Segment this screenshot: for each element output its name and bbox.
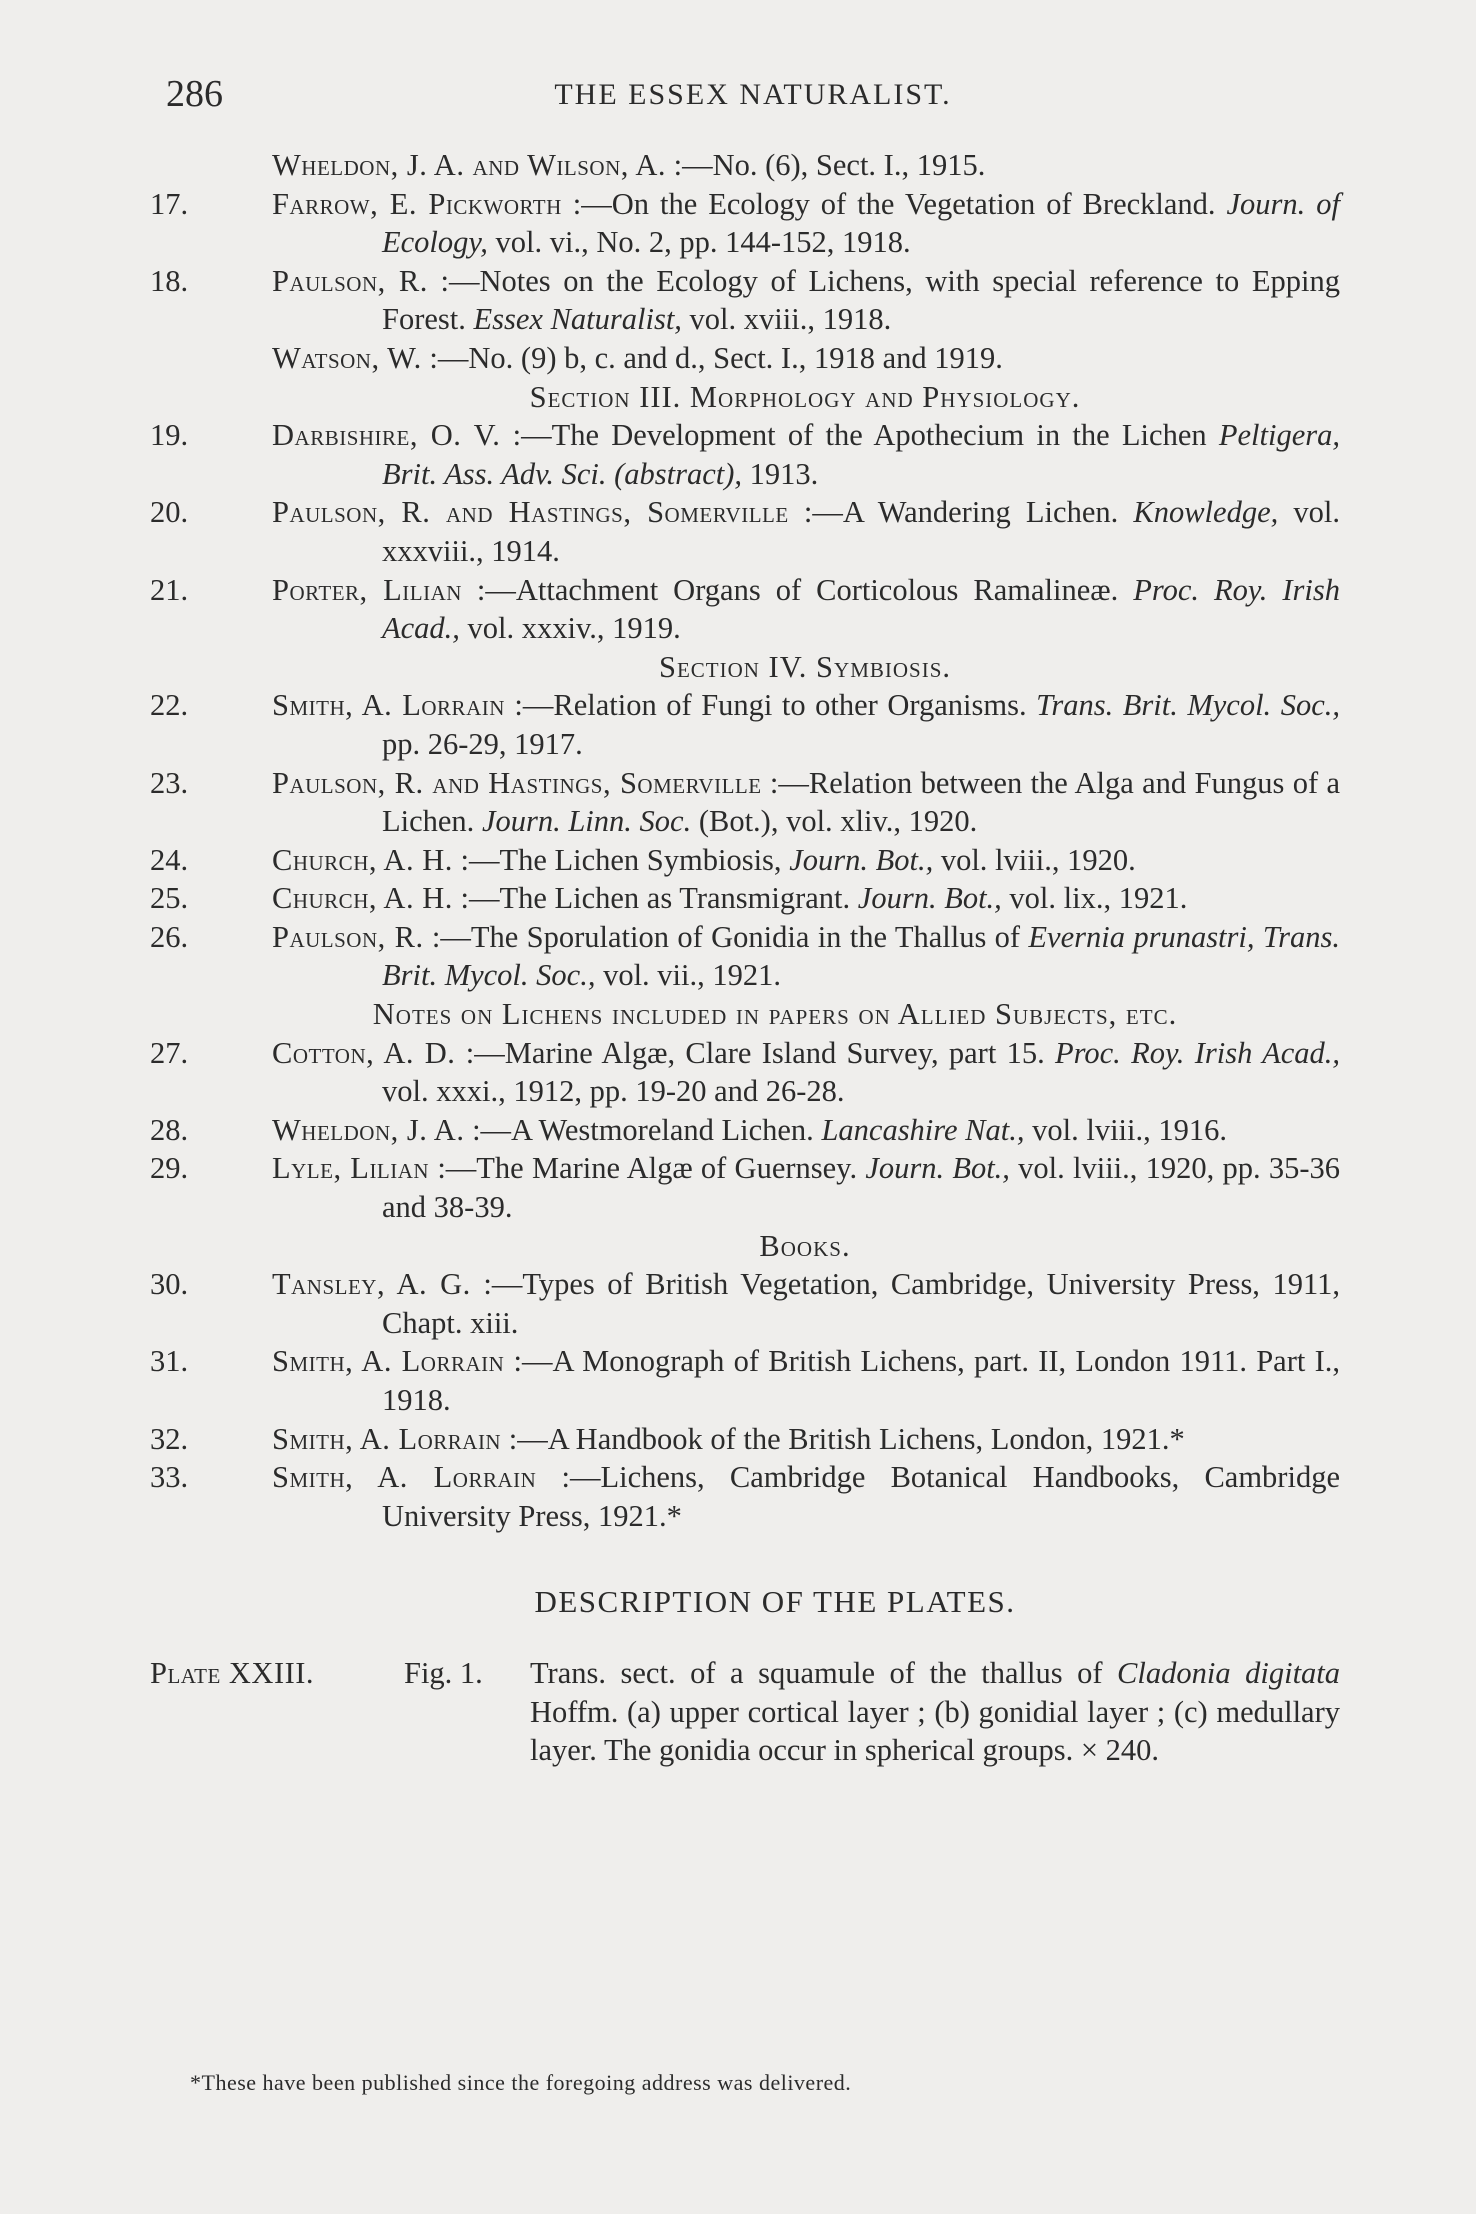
bibliography-entry [150, 146, 1340, 185]
entries-group-a [150, 146, 1340, 378]
plate-text-a: Trans. sect. of a squamule of the thallus of [530, 1655, 1118, 1690]
entry-author: Smith, A. Lorrain [272, 1344, 505, 1379]
entry-journal: Journ. Bot., [789, 842, 934, 877]
page-number: 286 [166, 73, 223, 115]
entry-author: Watson, W. [272, 340, 422, 375]
bibliography-entry: 20. Paulson, R. and Hastings, Somerville :—A Wandering Lichen. Knowledge, vol. xxxviii., 1914. [150, 495, 1340, 568]
entries-group-d [150, 1034, 1340, 1227]
entry-tail: vol. xviii., 1918. [681, 302, 892, 337]
entry-author: Church, A. H. [272, 842, 453, 877]
bibliography-entry: 18. Paulson, R. :—Notes on the Ecology of Lichens, with special reference to Epping Forest. Essex Naturalist, vol. xviii., 1918. [150, 263, 1340, 337]
bibliography-entry: 23. Paulson, R. and Hastings, Somerville :—Relation between the Alga and Fungus of a Lichen. Journ. Linn. Soc. (Bot.), vol. xliv., 1920. [150, 765, 1340, 839]
entry-text: :—No. (6), Sect. I., 1915. [665, 148, 986, 182]
entry-text: :—The Lichen Symbiosis, [452, 842, 790, 877]
bibliography-entry: 25. Church, A. H. :—The Lichen as Transmigrant. Journ. Bot., vol. lix., 1921. [150, 881, 1188, 916]
bibliography-entry: 28. Wheldon, J. A. :—A Westmoreland Lichen. Lancashire Nat., vol. lviii., 1916. [150, 1112, 1227, 1147]
entry-text: :—A Wandering Lichen. [788, 495, 1134, 530]
entry-text: :—Types of British Vegetation, Cambridge, University Press, 1911, Chapt. xiii. [382, 1267, 1340, 1340]
bibliography-entry: 29. Lyle, Lilian :—The Marine Algæ of Guernsey. Journ. Bot., vol. lviii., 1920, pp. 35-36 and 38-39. [150, 1151, 1341, 1225]
bibliography-entry [150, 339, 1340, 378]
entry-tail: vol. xxxiv., 1919. [459, 611, 681, 646]
entry-journal: Proc. Roy. Irish Acad., [382, 572, 1341, 646]
bibliography-entry: 24. Church, A. H. :—The Lichen Symbiosis, Journ. Bot., vol. lviii., 1920. [150, 842, 1136, 877]
entry-author: Paulson, R. and Hastings, Somerville [272, 495, 789, 530]
bibliography-entry: 31. Smith, A. Lorrain :—A Monograph of British Lichens, part. II, London 1911. Part I., 1918. [150, 1344, 1340, 1417]
entry-text: :—The Lichen as Transmigrant. [452, 881, 858, 916]
entry-tail: vol. lviii., 1916. [1024, 1112, 1227, 1147]
entry-author: Wheldon, J. A. and Wilson, A. [272, 148, 666, 182]
entry-journal: Journ. of Ecology, [382, 186, 1340, 260]
figure-label: Fig. 1. [404, 1655, 483, 1690]
entry-journal: Proc. Roy. Irish Acad., [1055, 1035, 1340, 1070]
bibliography-entry: 32. Smith, A. Lorrain :—A Handbook of the British Lichens, London, 1921.* [150, 1421, 1185, 1456]
entry-text: :—The Marine Algæ of Guernsey. [429, 1151, 866, 1186]
plate-text-italic: Cladonia digitata [1117, 1655, 1341, 1690]
entry-tail: vol. xxxi., 1912, pp. 19-20 and 26-28. [382, 1074, 845, 1109]
entry-tail: vol. vi., No. 2, pp. 144-152, 1918. [487, 225, 911, 260]
bibliography-entry: 21. Porter, Lilian :—Attachment Organs of Corticolous Ramalineæ. Proc. Roy. Irish Acad., vol. xxxiv., 1919. [150, 572, 1341, 646]
entry-author: Smith, A. Lorrain [272, 1460, 537, 1495]
entry-text: :—The Development of the Apothecium in the Lichen [500, 418, 1219, 453]
entry-tail: vol. xxxviii., 1914. [382, 495, 1340, 568]
bibliography-entry: 30. Tansley, A. G. :—Types of British Vegetation, Cambridge, University Press, 1911, Chapt. xiii. [150, 1267, 1340, 1340]
entry-author: Smith, A. Lorrain [272, 688, 505, 723]
entries-group-c [150, 686, 1340, 995]
section-heading-notes: Notes on Lichens included in papers on Allied Subjects, etc. [372, 997, 1178, 1032]
entry-author: Paulson, R. and Hastings, Somerville [272, 765, 762, 800]
plates-title: DESCRIPTION OF THE PLATES. [534, 1584, 1016, 1620]
entry-text: :—On the Ecology of the Vegetation of Breckland. [561, 186, 1227, 221]
entries-group-b [150, 416, 1340, 648]
bibliography-entry: 19. Darbishire, O. V. :—The Development of the Apothecium in the Lichen Peltigera, Brit. Ass. Adv. Sci. (abstract), 1913. [150, 418, 1340, 491]
bibliography-body [150, 146, 1340, 1770]
entry-journal: Evernia prunastri, Trans. Brit. Mycol. Soc., [382, 919, 1340, 993]
footnote: *These have been published since the foregoing address was delivered. [190, 2070, 852, 2095]
entry-text: :—Attachment Organs of Corticolous Ramalineæ. [461, 572, 1134, 607]
entry-tail: vol. lviii., 1920, pp. 35-36 and 38-39. [382, 1151, 1341, 1225]
entry-journal: Journ. Bot., [865, 1151, 1010, 1186]
plate-text-b: Hoffm. (a) upper cortical layer ; (b) gonidial layer ; (c) medullary layer. The gonidia occur in spherical groups. × 240. [530, 1694, 1340, 1768]
entry-journal: Trans. Brit. Mycol. Soc., [1036, 688, 1340, 723]
entry-tail: vol. lix., 1921. [1001, 881, 1188, 916]
plate-label: Plate XXIII. [150, 1655, 315, 1690]
entry-text: :—The Sporulation of Gonidia in the Thallus of [423, 919, 1029, 954]
section-heading-symbiosis: Section IV. Symbiosis. [658, 649, 952, 684]
entry-author: Tansley, A. G. [272, 1267, 471, 1302]
entries-group-e [150, 1265, 1340, 1535]
section-heading-morphology: Section III. Morphology and Physiology. [529, 379, 1081, 414]
entry-journal: Knowledge, [1133, 495, 1279, 530]
bibliography-entry: 22. Smith, A. Lorrain :—Relation of Fungi to other Organisms. Trans. Brit. Mycol. Soc., pp. 26-29, 1917. [150, 688, 1340, 761]
section-heading-books: Books. [759, 1228, 851, 1263]
entry-tail: vol. lviii., 1920. [933, 842, 1136, 877]
entry-author: Cotton, A. D. [272, 1035, 456, 1070]
entry-tail: vol. vii., 1921. [595, 958, 781, 993]
plate-text [530, 1654, 1340, 1770]
plate-description [150, 1654, 1340, 1770]
entry-author: Porter, Lilian [272, 572, 462, 607]
entry-text: :—A Monograph of British Lichens, part. II, London 1911. Part I., 1918. [382, 1344, 1340, 1417]
running-title: THE ESSEX NATURALIST. [554, 78, 952, 111]
entry-text: :—Lichens, Cambridge Botanical Handbooks, Cambridge University Press, 1921.* [382, 1460, 1340, 1533]
entry-text: :—Relation between the Alga and Fungus of a Lichen. [382, 765, 1340, 839]
entry-journal: Journ. Linn. Soc. [481, 804, 692, 839]
entry-text: :—Marine Algæ, Clare Island Survey, part 15. [455, 1035, 1055, 1070]
entry-journal: Peltigera, Brit. Ass. Adv. Sci. (abstract), [382, 418, 1340, 491]
entry-author: Farrow, E. Pickworth [272, 186, 562, 221]
entry-author: Paulson, R. [272, 919, 424, 954]
bibliography-entry: 33. Smith, A. Lorrain :—Lichens, Cambridge Botanical Handbooks, Cambridge University Press, 1921.* [150, 1460, 1340, 1533]
entry-author: Wheldon, J. A. [272, 1112, 465, 1147]
entry-text: :—A Handbook of the British Lichens, London, 1921.* [501, 1421, 1185, 1456]
entry-text: :—Notes on the Ecology of Lichens, with special reference to Epping Forest. [382, 263, 1340, 337]
entry-author: Darbishire, O. V. [272, 418, 501, 453]
entry-tail: (Bot.), vol. xliv., 1920. [691, 804, 978, 839]
bibliography-entry: 26. Paulson, R. :—The Sporulation of Gonidia in the Thallus of Evernia prunastri, Trans. Brit. Mycol. Soc., vol. vii., 1921. [150, 919, 1340, 993]
entry-text: :—Relation of Fungi to other Organisms. [504, 688, 1037, 723]
entry-author: Lyle, Lilian [272, 1151, 430, 1186]
entry-author: Paulson, R. [272, 263, 428, 298]
entry-author: Church, A. H. [272, 881, 453, 916]
entry-journal: Journ. Bot., [857, 881, 1002, 916]
entry-author: Smith, A. Lorrain [272, 1421, 502, 1456]
entry-text: :—A Westmoreland Lichen. [464, 1112, 822, 1147]
entry-tail: 1913. [742, 456, 819, 491]
entry-journal: Essex Naturalist, [473, 302, 682, 337]
entry-text: :—No. (9) b, c. and d., Sect. I., 1918 and 1919. [421, 340, 1003, 375]
entry-journal: Lancashire Nat., [821, 1112, 1025, 1147]
bibliography-entry: 17. Farrow, E. Pickworth :—On the Ecology of the Vegetation of Breckland. Journ. of Ecology, vol. vi., No. 2, pp. 144-152, 1918. [150, 186, 1340, 260]
entry-tail: pp. 26-29, 1917. [382, 726, 583, 761]
bibliography-entry: 27. Cotton, A. D. :—Marine Algæ, Clare Island Survey, part 15. Proc. Roy. Irish Acad., vol. xxxi., 1912, pp. 19-20 and 26-28. [150, 1035, 1340, 1109]
